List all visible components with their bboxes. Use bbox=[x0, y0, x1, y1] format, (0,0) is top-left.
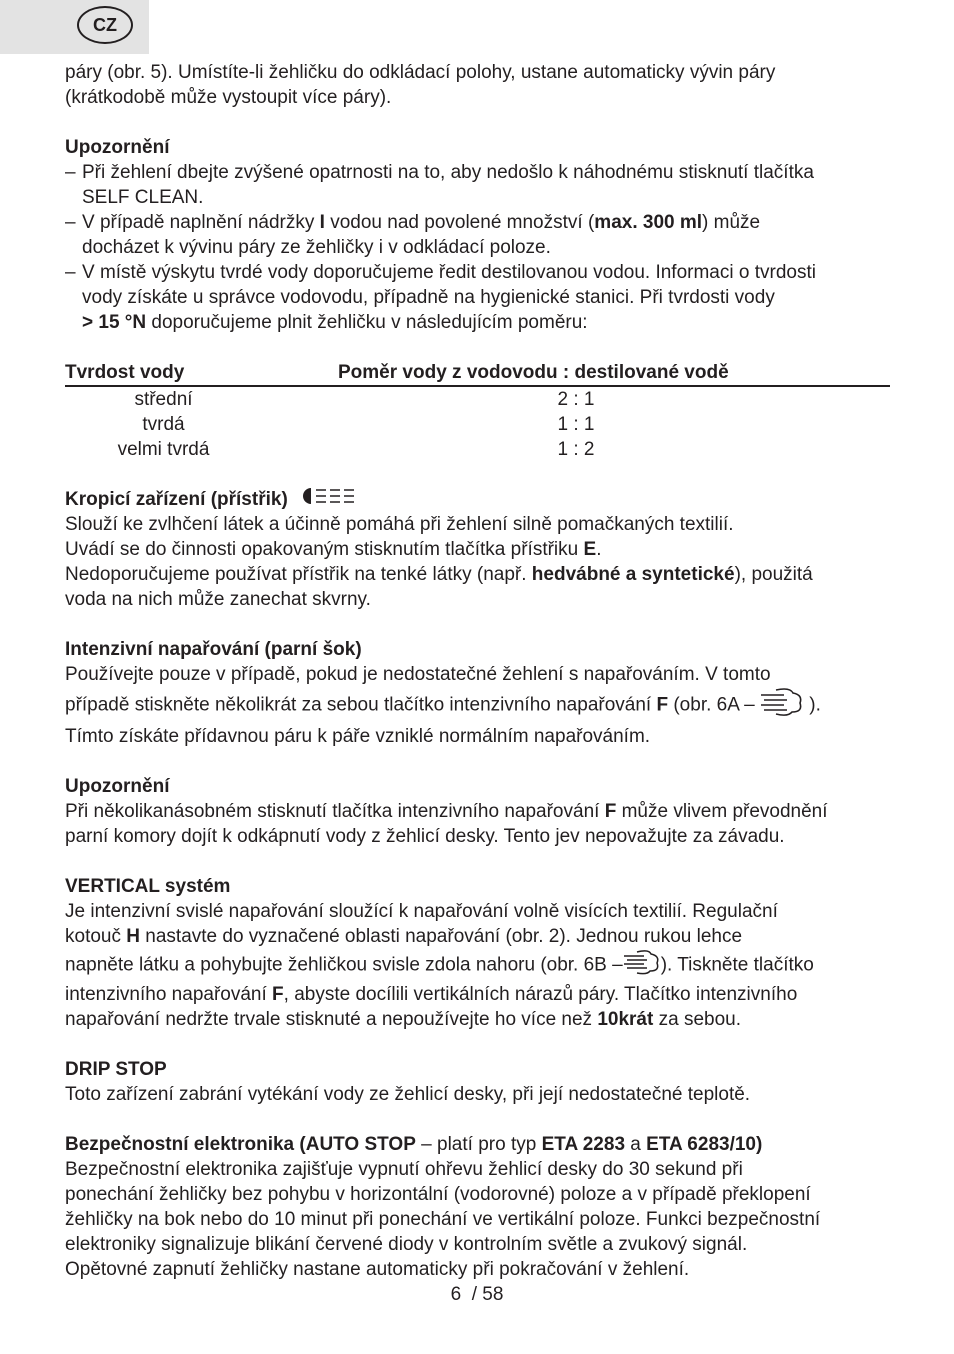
page-number: 6 / 58 bbox=[450, 1284, 504, 1305]
safety-line: ponechání žehličky bez pohybu v horizontální (vodorovné) poloze a v případě překlopení bbox=[65, 1184, 811, 1206]
vertical-line: kotouč H nastavte do vyznačené oblasti napařování (obr. 2). Jednou rukou lehce bbox=[65, 926, 743, 948]
language-badge: CZ bbox=[77, 6, 133, 44]
vertical-line: napněte látku a pohybujte žehličkou svisle zdola nahoru (obr. 6B – ). Tiskněte tlačítko bbox=[65, 949, 895, 982]
table-row: střední 2 : 1 bbox=[134, 389, 595, 410]
warning-heading: Upozornění bbox=[65, 137, 170, 158]
intro-line: páry (obr. 5). Umístíte-li žehličku do odkládací polohy, ustane automaticky vývin páry bbox=[65, 62, 776, 83]
spray-icon bbox=[303, 487, 355, 512]
shock-line: Tímto získáte přídavnou páru k páře vzniklé normálním napařováním. bbox=[65, 726, 651, 748]
spray-line: voda na nich může zanechat skvrny. bbox=[65, 589, 371, 611]
drip-line: Toto zařízení zabrání vytékání vody ze žehlicí desky, při její nedostatečné teplotě. bbox=[65, 1084, 751, 1106]
water-hardness-table bbox=[65, 360, 890, 462]
spray-line: Uvádí se do činnosti opakovaným stisknutím tlačítka přístřiku E. bbox=[65, 539, 602, 561]
spray-line: Slouží ke zvlhčení látek a účinně pomáhá při žehlení silně pomačkaných textilií. bbox=[65, 514, 734, 536]
drip-heading: DRIP STOP bbox=[65, 1059, 167, 1081]
safety-line: Bezpečnostní elektronika zajišťuje vypnutí ohřevu žehlicí desky do 30 sekund při bbox=[65, 1159, 743, 1181]
language-tab bbox=[0, 0, 149, 54]
table-header-hardness: Tvrdost vody bbox=[65, 362, 185, 383]
table-header-ratio: Poměr vody z vodovodu : destilované vodě bbox=[338, 362, 729, 383]
spray-line: Nedoporučujeme používat přístřik na tenké látky (např. hedvábné a syntetické), použitá bbox=[65, 564, 813, 586]
table-row: tvrdá 1 : 1 bbox=[142, 414, 595, 435]
shock-line: případě stiskněte několikrát za sebou tlačítko intenzivního napařování F (obr. 6A – ). bbox=[65, 687, 895, 724]
warning-item: – Při žehlení dbejte zvýšené opatrnosti na to, aby nedošlo k náhodnému stisknutí tlačítka SELF CLEAN. bbox=[65, 160, 895, 210]
warning-item: – V případě naplnění nádržky I vodou nad povolené množství (max. 300 ml) může docházet k vývinu páry ze žehličky i v odkládací poloze. bbox=[65, 210, 895, 260]
warning-line: parní komory dojít k odkápnutí vody z žehlicí desky. Tento jev nepovažujte za závadu. bbox=[65, 826, 785, 848]
vertical-line: intenzivního napařování F, abyste docílili vertikálních nárazů páry. Tlačítko intenzivního bbox=[65, 984, 798, 1006]
warning-item: – V místě výskytu tvrdé vody doporučujeme ředit destilovanou vodou. Informaci o tvrdosti vody získáte u správce vodovodu, případně na hygienické stanici. Při tvrdosti vody > 15 °N doporučujeme plnit žehličku v následujícím poměru: bbox=[65, 260, 895, 335]
shock-line: Používejte pouze v případě, pokud je nedostatečné žehlení s napařováním. V tomto bbox=[65, 664, 771, 686]
warning-line: Při několikanásobném stisknutí tlačítka intenzivního napařování F může vlivem převodnění bbox=[65, 801, 828, 823]
warning-heading: Upozornění bbox=[65, 776, 170, 798]
steam-shock-icon bbox=[760, 687, 804, 724]
page-content bbox=[65, 60, 895, 1282]
vertical-steam-icon bbox=[623, 949, 661, 982]
spray-heading: Kropicí zařízení (přístřik) bbox=[65, 487, 895, 512]
vertical-line: napařování nedržte trvale stisknuté a nepoužívejte ho více než 10krát za sebou. bbox=[65, 1009, 741, 1031]
vertical-line: Je intenzivní svislé napařování sloužící k napařování volně visících textilií. Regulační bbox=[65, 901, 778, 923]
shock-heading: Intenzivní napařování (parní šok) bbox=[65, 639, 362, 661]
safety-line: žehličky na bok nebo do 10 minut při ponechání ve vertikální poloze. Funkci bezpečnostní bbox=[65, 1209, 821, 1231]
vertical-heading: VERTICAL systém bbox=[65, 876, 231, 898]
safety-line: Opětovné zapnutí žehličky nastane automaticky při pokračování v žehlení. bbox=[65, 1259, 690, 1281]
table-row: velmi tvrdá 1 : 2 bbox=[117, 439, 595, 460]
safety-line: elektroniky signalizuje blikání červené diody v kontrolním světle a zvukový signál. bbox=[65, 1234, 748, 1256]
intro-line: (krátkodobě může vystoupit více páry). bbox=[65, 87, 392, 108]
safety-heading: Bezpečnostní elektronika (AUTO STOP – platí pro typ ETA 2283 a ETA 6283/10) bbox=[65, 1134, 763, 1156]
